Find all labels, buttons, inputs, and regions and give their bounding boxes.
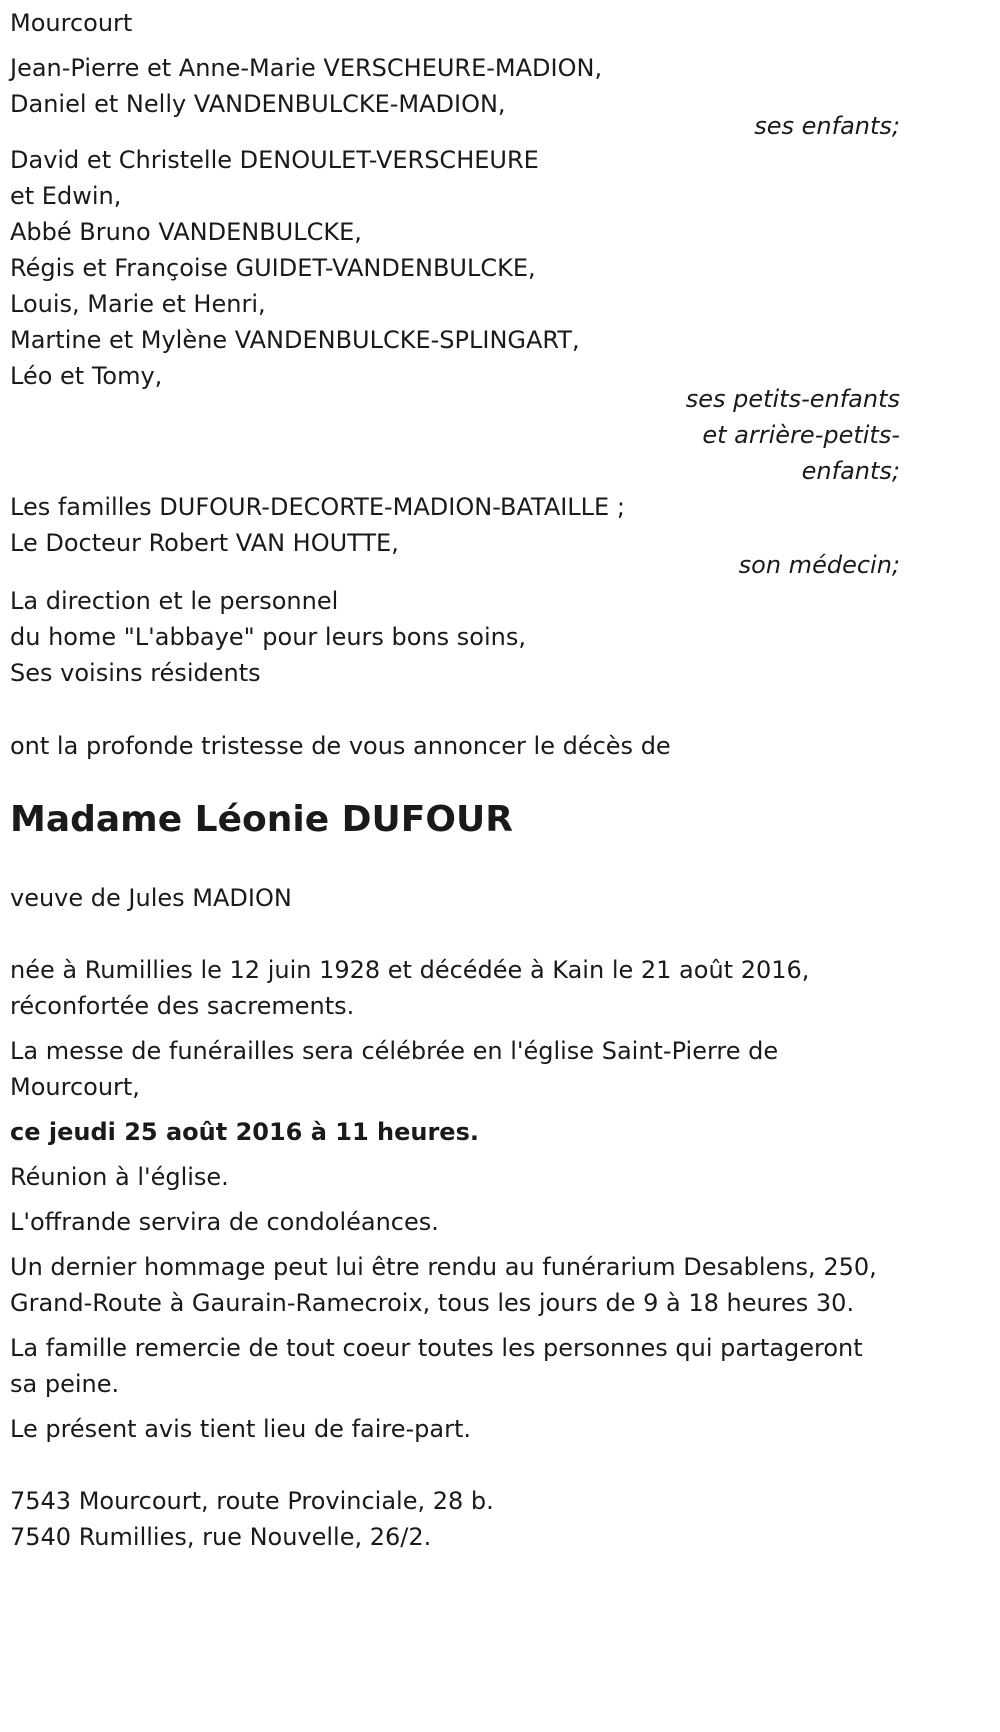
grandchildren-line-6: Martine et Mylène VANDENBULCKE-SPLINGART,	[10, 326, 580, 354]
home-line-2: du home "L'abbaye" pour leurs bons soins,	[10, 623, 526, 651]
doctor-line: Le Docteur Robert VAN HOUTTE,	[10, 529, 399, 557]
birth-death-line-1: née à Rumillies le 12 juin 1928 et décédée à Kain le 21 août 2016,	[10, 956, 810, 984]
grandchildren-role-3: enfants;	[801, 457, 900, 485]
header-place: Mourcourt	[10, 9, 133, 37]
thanks-line-2: sa peine.	[10, 1370, 120, 1398]
widow-of: veuve de Jules MADION	[10, 884, 292, 912]
home-line-1: La direction et le personnel	[10, 587, 339, 615]
children-line-2: Daniel et Nelly VANDENBULCKE-MADION,	[10, 90, 506, 118]
tribute-line-1: Un dernier hommage peut lui être rendu au funérarium Desablens, 250,	[10, 1253, 877, 1281]
mass-line-1: La messe de funérailles sera célébrée en l'église Saint-Pierre de	[10, 1037, 779, 1065]
grandchildren-line-7: Léo et Tomy,	[10, 362, 163, 390]
tribute-line-2: Grand-Route à Gaurain-Ramecroix, tous les jours de 9 à 18 heures 30.	[10, 1289, 855, 1317]
grandchildren-line-1: David et Christelle DENOULET-VERSCHEURE	[10, 146, 539, 174]
children-line-1: Jean-Pierre et Anne-Marie VERSCHEURE-MADION,	[10, 54, 603, 82]
announcement: ont la profonde tristesse de vous annoncer le décès de	[10, 732, 671, 760]
birth-death-line-2: réconfortée des sacrements.	[10, 992, 355, 1020]
deceased-name: Madame Léonie DUFOUR	[10, 799, 513, 840]
thanks-line-1: La famille remercie de tout coeur toutes les personnes qui partageront	[10, 1334, 863, 1362]
offering-line: L'offrande servira de condoléances.	[10, 1208, 439, 1236]
grandchildren-line-2: et Edwin,	[10, 182, 122, 210]
address-line-1: 7543 Mourcourt, route Provinciale, 28 b.	[10, 1487, 494, 1515]
grandchildren-role-2: et arrière-petits-	[702, 421, 900, 449]
families-line: Les familles DUFOUR-DECORTE-MADION-BATAILLE ;	[10, 493, 625, 521]
meeting-line: Réunion à l'église.	[10, 1163, 229, 1191]
address-line-2: 7540 Rumillies, rue Nouvelle, 26/2.	[10, 1523, 432, 1551]
grandchildren-line-5: Louis, Marie et Henri,	[10, 290, 266, 318]
children-role: ses enfants;	[754, 112, 900, 140]
grandchildren-role-1: ses petits-enfants	[685, 385, 900, 413]
funeral-datetime: ce jeudi 25 août 2016 à 11 heures.	[10, 1118, 479, 1146]
home-line-3: Ses voisins résidents	[10, 659, 261, 687]
grandchildren-line-3: Abbé Bruno VANDENBULCKE,	[10, 218, 362, 246]
doctor-role: son médecin;	[738, 551, 900, 579]
notice-line: Le présent avis tient lieu de faire-part.	[10, 1415, 472, 1443]
mass-line-2: Mourcourt,	[10, 1073, 140, 1101]
grandchildren-line-4: Régis et Françoise GUIDET-VANDENBULCKE,	[10, 254, 536, 282]
